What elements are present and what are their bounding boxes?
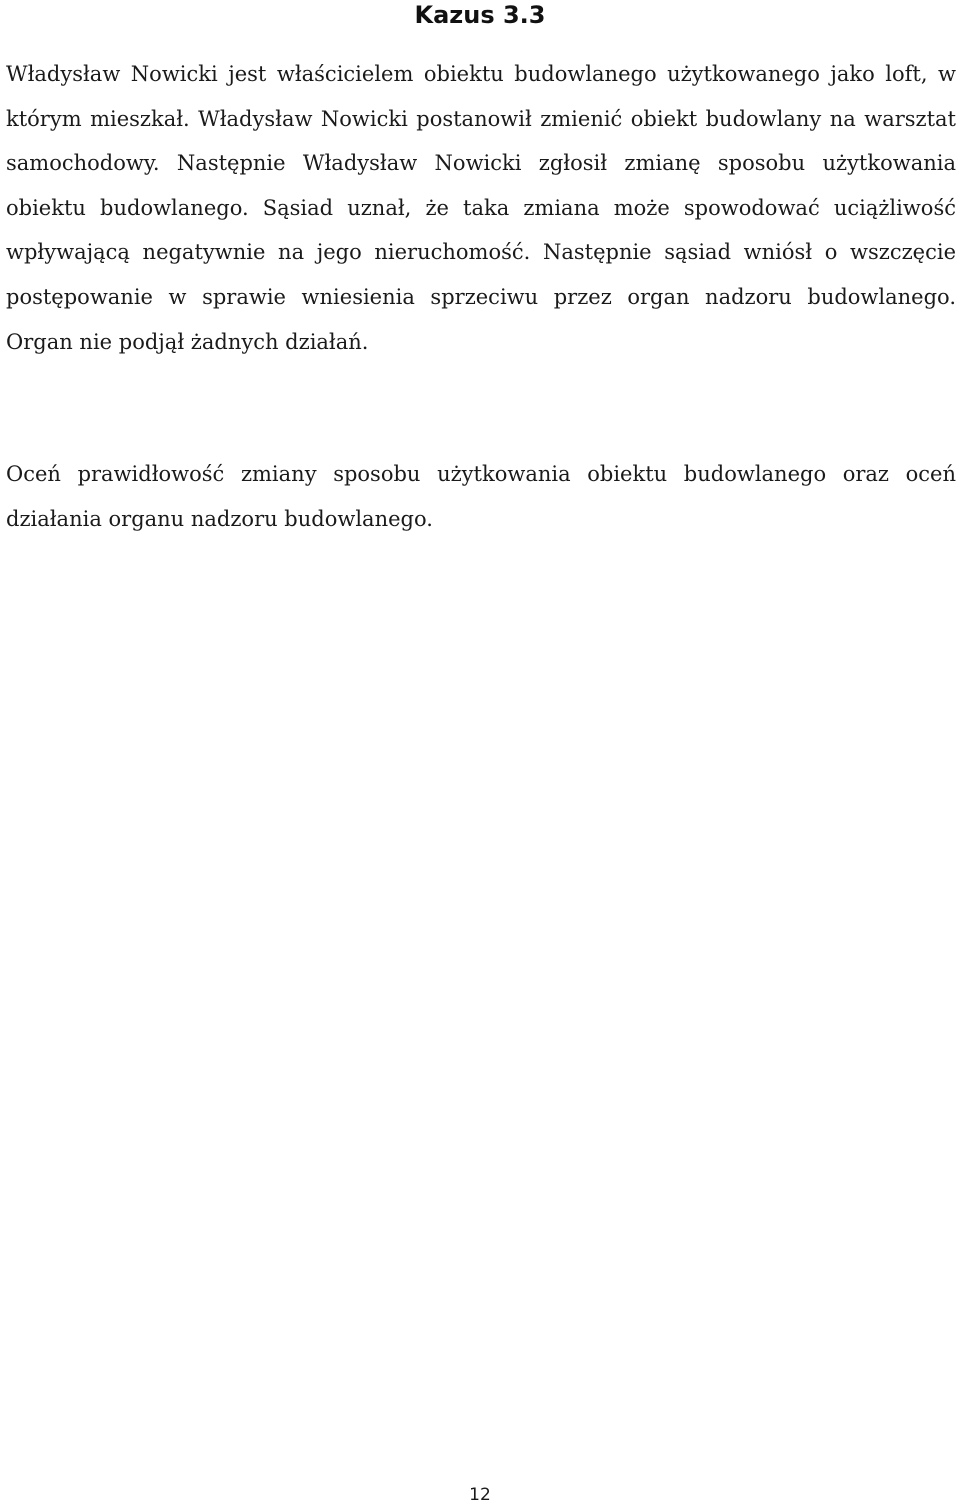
case-title: Kazus 3.3 — [414, 1, 546, 29]
page-number: 12 — [469, 1485, 491, 1505]
case-description-paragraph: Władysław Nowicki jest właścicielem obiektu budowlanego użytkowanego jako loft, w którym mieszkał. Władysław Nowicki postanowił zmienić obiekt budowlany na warsztat samochodowy. Następnie Władysław Nowicki zgłosił zmianę sposobu użytkowania obiektu budowlanego. Sąsiad uznał, że taka zmiana może spowodować uciążliwość wpływającą negatywnie na jego nieruchomość. Następnie sąsiad wniósł o wszczęcie postępowanie w sprawie wniesienia sprzeciwu przez organ nadzoru budowlanego. Organ nie podjął żadnych działań. — [6, 62, 956, 354]
case-question-paragraph: Oceń prawidłowość zmiany sposobu użytkowania obiektu budowlanego oraz oceń działania organu nadzoru budowlanego. — [6, 462, 956, 531]
